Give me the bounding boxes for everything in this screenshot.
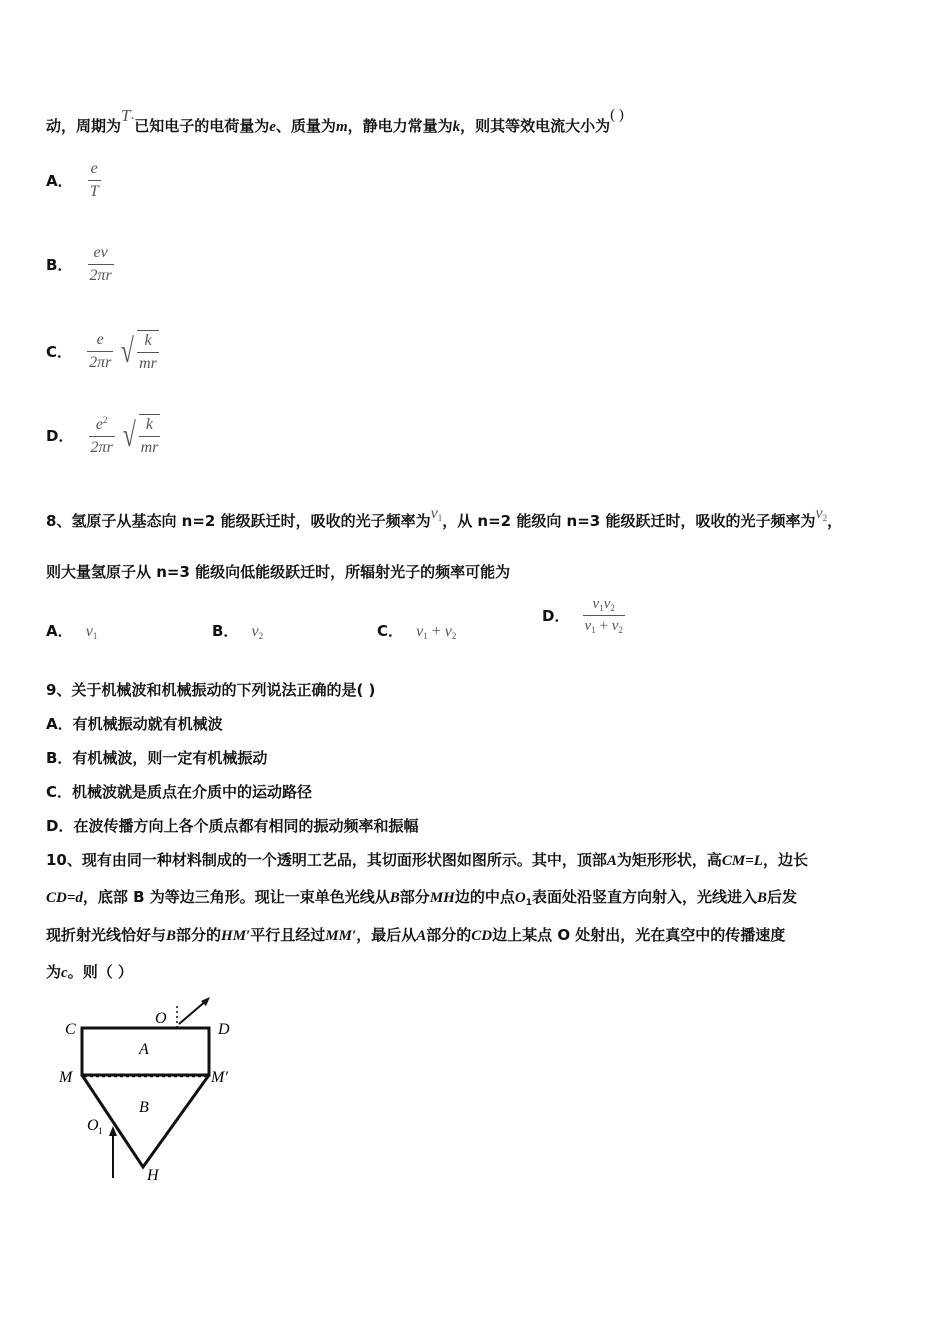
sqrt-k-over-mr: √ $\frac{k}{mr}$	[122, 416, 159, 456]
q8-option-b: B． $v_2$	[212, 622, 264, 641]
q8-option-d: D． $\frac{v_1v_2}{v_1 + v_2}$	[542, 596, 623, 635]
fraction-e-over-T: $\frac{e}{T}$	[89, 160, 99, 200]
q9-option-d: D．在波传播方向上各个质点都有相同的振动频率和振幅	[46, 817, 419, 835]
sqrt-k-over-mr: √ $\frac{k}{mr}$	[121, 332, 157, 372]
q8-option-a: A． $v_1$	[46, 622, 98, 641]
label-c: C	[65, 1021, 76, 1038]
q10-line-3: 现折射光线恰好与B部分的HM′平行且经过MM′，最后从A部分的CD边上某点 O 处射出，光在真空中的传播速度	[46, 926, 786, 944]
q8-line-1: 8、氢原子从基态向 n=2 能级跃迁时，吸收的光子频率为$v_1$，从 n=2 能级向 n=3 能级跃迁时，吸收的光子频率为$v_2$，	[46, 505, 843, 530]
q9-option-c: C．机械波就是质点在介质中的运动路径	[46, 783, 313, 801]
label-h: H	[147, 1167, 159, 1184]
label-b: B	[139, 1099, 149, 1116]
label-d: D	[218, 1021, 230, 1038]
q10-line-4: 为c。则（ ）	[46, 963, 133, 981]
label-m-prime: M′	[211, 1069, 228, 1086]
q10-line-1: 10、现有由同一种材料制成的一个透明工艺品，其切面形状图如图所示。其中，顶部A为矩形形状，高CM=L，边长	[46, 851, 808, 869]
q7-option-a: A． $\frac{e}{T}$	[46, 160, 99, 200]
fraction-v1v2-over-v1-plus-v2: $\frac{v_1v_2}{v_1 + v_2}$	[584, 596, 623, 635]
q8-line-2: 则大量氢原子从 n=3 能级向低能级跃迁时，所辐射光子的频率可能为	[46, 563, 511, 581]
q7-option-b: B． $\frac{ev}{2\pi r}$	[46, 244, 112, 284]
q7-option-c: C． $\frac{e}{2\pi r}$ √ $\frac{k}{mr}$	[46, 331, 157, 372]
q8-option-c: C． $v_1 + v_2$	[377, 622, 457, 641]
fraction-ev-over-2pir: $\frac{ev}{2\pi r}$	[89, 244, 112, 284]
q9-option-a: A．有机械振动就有机械波	[46, 715, 223, 733]
period-symbol: T	[121, 106, 131, 125]
optics-figure	[55, 990, 255, 1190]
fraction-e-over-2pir: $\frac{e}{2\pi r}$	[89, 331, 112, 371]
exit-ray	[179, 1000, 207, 1024]
label-a: A	[139, 1041, 149, 1058]
q9-stem: 9、关于机械波和机械振动的下列说法正确的是( )	[46, 681, 376, 699]
triangle-part-b	[82, 1075, 209, 1167]
answer-paren: ( )	[610, 107, 624, 123]
q7-stem: 动，周期为T·已知电子的电荷量为e、质量为m，静电力常量为k，则其等效电流大小为( )	[46, 106, 624, 135]
label-o1-sub: 1	[98, 1126, 103, 1136]
q10-line-2: CD=d，底部 B 为等边三角形。现让一束单色光线从B部分MH边的中点$O_1$表面处沿竖直方向射入，光线进入B后发	[46, 888, 797, 908]
q7-option-d: D． $\frac{e^2}{2\pi r}$ √ $\frac{k}{mr}$	[46, 414, 159, 456]
label-o: O	[155, 1010, 167, 1027]
fraction-e2-over-2pir: $\frac{e^2}{2\pi r}$	[90, 414, 113, 456]
q9-option-b: B．有机械波，则一定有机械振动	[46, 749, 268, 767]
label-m: M	[59, 1069, 73, 1086]
label-o1: O	[87, 1117, 99, 1134]
